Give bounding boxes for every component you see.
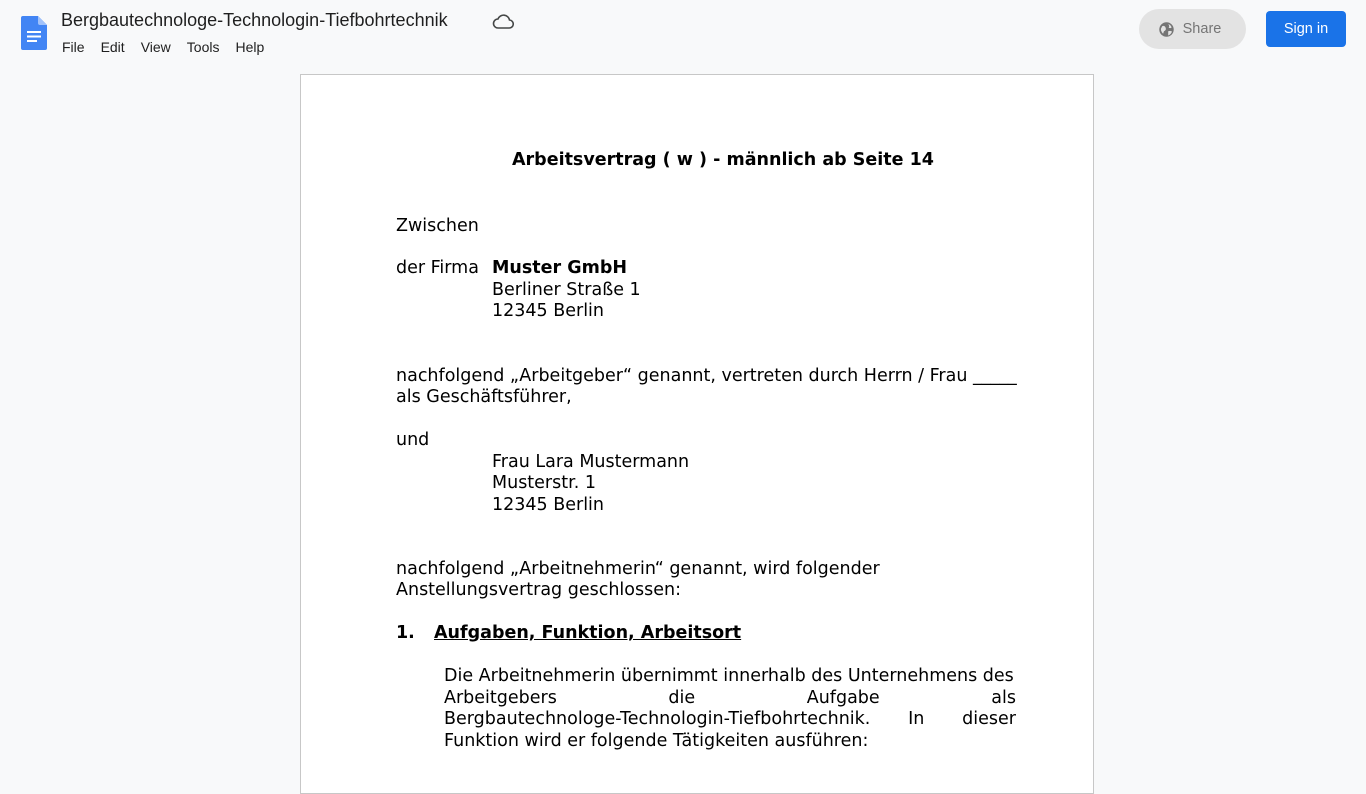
google-docs-icon[interactable] <box>21 16 47 50</box>
top-bar <box>0 0 1366 64</box>
employer-city: 12345 Berlin <box>492 301 605 321</box>
paragraph-word: Arbeitgebers <box>444 687 557 708</box>
paragraph-word: dieser <box>962 709 1016 729</box>
sign-in-button[interactable]: Sign in <box>1266 11 1346 47</box>
document-title[interactable]: Bergbautechnologe-Technologin-Tiefbohrtechnik <box>61 10 448 30</box>
employee-name: Frau Lara Mustermann <box>492 452 690 472</box>
paragraph-line <box>444 709 1016 731</box>
firma-label: der Firma <box>396 258 479 278</box>
paragraph-word: In <box>908 709 925 729</box>
menu-help[interactable]: Help <box>235 39 265 55</box>
document-heading: Arbeitsvertrag ( w ) - männlich ab Seite 14 <box>512 150 934 170</box>
paragraph-word: Aufgabe <box>806 687 880 708</box>
share-button[interactable] <box>1139 9 1246 49</box>
paragraph-word: die <box>668 687 696 708</box>
employer-note-line1: nachfolgend „Arbeitgeber“ genannt, vertreten durch Herrn / Frau _____ <box>396 366 1017 386</box>
employee-note-line2: Anstellungsvertrag geschlossen: <box>396 580 681 600</box>
employee-note-line1: nachfolgend „Arbeitnehmerin“ genannt, wird folgender <box>396 559 880 579</box>
menu-view[interactable]: View <box>140 39 171 55</box>
employer-name: Muster GmbH <box>492 258 628 278</box>
section-1-title: Aufgaben, Funktion, Arbeitsort <box>434 623 742 643</box>
paragraph-line <box>444 666 1016 688</box>
menu-file[interactable]: File <box>62 39 85 55</box>
menu-bar <box>54 36 272 58</box>
globe-icon <box>1158 21 1175 38</box>
paragraph-line-text: Funktion wird er folgende Tätigkeiten ausführen: <box>444 730 869 751</box>
section-1-paragraph <box>444 666 1016 752</box>
paragraph-line <box>444 731 1016 753</box>
share-label: Share <box>1182 21 1222 37</box>
employee-street: Musterstr. 1 <box>492 473 596 493</box>
und-text: und <box>396 430 430 450</box>
menu-tools[interactable]: Tools <box>186 39 220 55</box>
paragraph-line <box>444 688 1016 710</box>
cloud-status-icon[interactable] <box>492 12 514 32</box>
section-1-number: 1. <box>396 623 415 643</box>
employer-note-line2: als Geschäftsführer, <box>396 387 572 407</box>
employer-street: Berliner Straße 1 <box>492 280 641 300</box>
paragraph-line-text: Die Arbeitnehmerin übernimmt innerhalb des Unternehmens des <box>444 666 1014 686</box>
zwischen-text: Zwischen <box>396 216 479 236</box>
menu-edit[interactable]: Edit <box>100 39 125 55</box>
paragraph-word: als <box>991 687 1016 708</box>
employee-city: 12345 Berlin <box>492 495 605 515</box>
paragraph-word: Bergbautechnologe-Technologin-Tiefbohrtechnik. <box>444 709 871 729</box>
document-page[interactable] <box>300 74 1094 794</box>
